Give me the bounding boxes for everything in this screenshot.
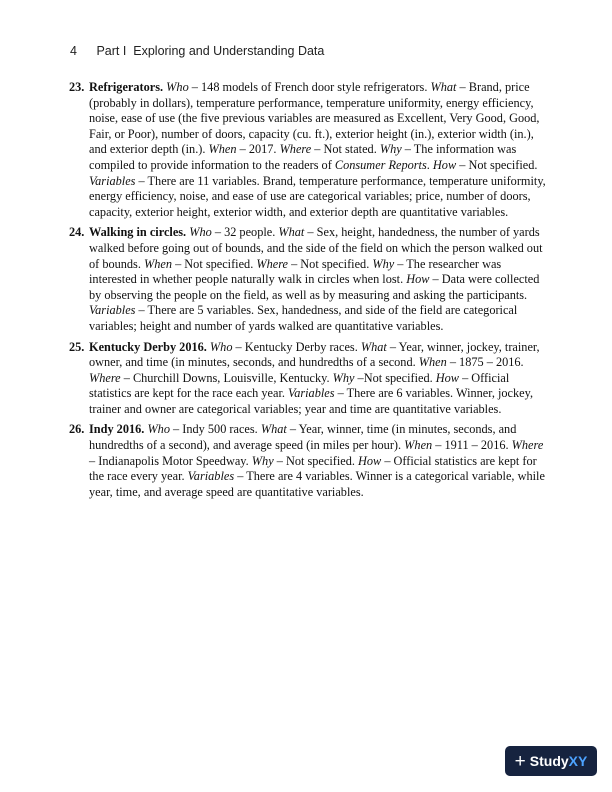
text-why: – The information was compiled to provide information to the readers of (89, 142, 517, 172)
label-variables: Variables (288, 386, 335, 401)
page-number: 4 (70, 44, 77, 58)
label-why: Why (372, 256, 395, 271)
label-what: What (360, 339, 387, 354)
text-how: – Official statistics are kept for the race each year. (89, 370, 510, 401)
exercise-number: 25. (69, 339, 85, 354)
label-variables: Variables (89, 303, 136, 318)
text-when: – 1911 – 2016. (432, 438, 512, 453)
exercise-25 (69, 340, 549, 418)
exercise-title: Kentucky Derby 2016. (89, 339, 207, 354)
exercise-number: 26. (69, 422, 85, 437)
label-who: Who (147, 422, 170, 437)
studyxy-logo[interactable] (505, 746, 597, 776)
exercise-23 (69, 80, 549, 220)
text-who: – 148 models of French door style refrigerators. (188, 80, 431, 94)
label-how: How (432, 157, 457, 172)
text-when: – 2017. (236, 142, 280, 157)
page-header (70, 44, 324, 58)
text-what: – Sex, height, handedness, the number of yards walked before going out of bounds, and the side of the field on which the person walked out of bounds. (89, 225, 543, 271)
text-what: – Brand, price (probably in dollars), temperature performance, temperature uniformity, energy efficiency, noise, ease of use (the five previous variables are measured as Excellent, Very Good, Good, Fair, or Poor), number of doors, capacity (cu. ft.), exterior height (in.), exterior width (in.), and exterior depth (in.). (89, 80, 540, 157)
label-why: Why (332, 370, 355, 385)
label-when: When (208, 142, 237, 157)
source-title: Consumer Reports (334, 157, 427, 172)
label-how: How (435, 370, 459, 385)
label-variables: Variables (187, 469, 235, 484)
exercise-number: 24. (69, 225, 85, 240)
text-why: – Not specified. (273, 453, 359, 468)
text-when: – Not specified. (172, 256, 257, 271)
label-who: Who (166, 80, 189, 94)
exercise-title: Refrigerators. (89, 80, 164, 94)
label-who: Who (189, 225, 212, 240)
exercise-number: 23. (69, 80, 85, 94)
label-where: Where (256, 256, 288, 271)
exercise-title: Walking in circles. (89, 225, 187, 240)
label-what: What (430, 80, 457, 94)
text-what: – Year, winner, time (in minutes, seconds, and hundredths of a second), and average speed (in miles per hour). (89, 422, 517, 453)
label-what: What (278, 225, 305, 240)
text-variables: – There are 5 variables. Sex, handedness, and side of the field are categorical variables; height and number of yards walked are quantitative variables. (89, 303, 518, 333)
label-where: Where (89, 370, 121, 385)
label-where: Where (511, 438, 544, 453)
text-how: – Not specified. (456, 157, 538, 172)
text-where: – Churchill Downs, Louisville, Kentucky. (120, 370, 333, 385)
label-why: Why (251, 453, 274, 468)
label-how: How (406, 272, 430, 287)
exercise-list (69, 80, 549, 505)
label-what: What (260, 422, 287, 437)
text-variables: – There are 6 variables. Winner, jockey, trainer and owner are categorical variables; year and time are quantitative variables. (89, 386, 534, 416)
logo-text-main: Study (529, 753, 569, 769)
text-who: – Indy 500 races. (169, 422, 261, 437)
text-what: – Year, winner, jockey, trainer, owner, and time (in minutes, seconds, and hundredths of a second. (89, 339, 540, 370)
label-when: When (404, 438, 433, 453)
text-variables: – There are 11 variables. Brand, temperature performance, temperature uniformity, energy efficiency, noise, and ease of use are categorical variables; price, number of doors, capacity, exterior height, exterior width, and exterior depth are quantitative variables. (89, 173, 546, 219)
exercise-26 (69, 422, 549, 500)
text-source-end: . (426, 157, 433, 172)
label-how: How (358, 453, 382, 468)
text-why: –Not specified. (354, 370, 436, 385)
text-where: – Not specified. (288, 256, 373, 271)
chapter-title: Part I Exploring and Understanding Data (96, 44, 325, 58)
text-where: – Indianapolis Motor Speedway. (89, 453, 252, 468)
label-where: Where (279, 142, 312, 157)
label-variables: Variables (89, 173, 136, 188)
text-who: – Kentucky Derby races. (232, 339, 361, 354)
exercise-title: Indy 2016. (89, 422, 145, 437)
label-who: Who (209, 339, 233, 354)
text-who: – 32 people. (211, 225, 279, 240)
label-when: When (144, 256, 172, 271)
label-when: When (418, 355, 447, 370)
text-how: – Data were collected by observing the people on the field, as well as by measuring and asking the participants. (89, 272, 540, 302)
text-when: – 1875 – 2016. (446, 355, 524, 370)
logo-text-accent: XY (568, 753, 588, 769)
plus-icon: + (514, 750, 526, 772)
text-why: – The researcher was interested in whether people naturally walk in circles when lost. (89, 256, 502, 287)
label-why: Why (379, 142, 402, 157)
text-variables: – There are 4 variables. Winner is a categorical variable, while year, time, and average speed are quantitative variables. (89, 469, 545, 499)
text-where: – Not stated. (311, 142, 380, 157)
text-how: – Official statistics are kept for the race every year. (89, 453, 537, 484)
exercise-24 (69, 225, 549, 334)
